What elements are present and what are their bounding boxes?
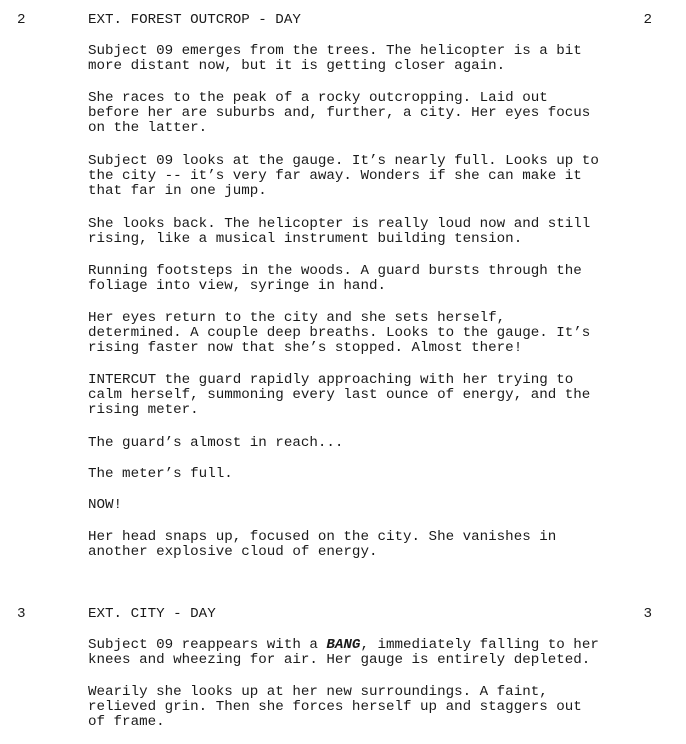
action-paragraph: The meter’s full. [88, 466, 233, 482]
action-paragraph: Subject 09 looks at the gauge. It’s nearly full. Looks up to the city -- it’s very far away. Wonders if she can make it that far in one jump. [88, 153, 599, 199]
scene-number-left: 2 [17, 12, 26, 28]
scene-number-right: 2 [643, 12, 652, 28]
action-text: Subject 09 reappears with a [88, 637, 327, 653]
scene-number-right: 3 [643, 606, 652, 622]
action-paragraph: Her head snaps up, focused on the city. She vanishes in another explosive cloud of energy. [88, 529, 557, 560]
action-paragraph: Her eyes return to the city and she sets herself, determined. A couple deep breaths. Looks to the gauge. It’s rising faster now that she’s stopped. Almost there! [88, 310, 591, 356]
scene-heading: EXT. FOREST OUTCROP - DAY [88, 12, 301, 28]
action-paragraph: INTERCUT the guard rapidly approaching with her trying to calm herself, summoning every last ounce of energy, and the rising meter. [88, 372, 591, 418]
action-text: , immediately falling to her knees and wheezing for air. Her gauge is entirely depleted. [88, 637, 599, 668]
scene-number-left: 3 [17, 606, 26, 622]
action-paragraph: She races to the peak of a rocky outcropping. Laid out before her are suburbs and, further, a city. Her eyes focus on the latter. [88, 90, 591, 136]
action-paragraph: The guard’s almost in reach... [88, 435, 344, 451]
action-paragraph: Subject 09 emerges from the trees. The helicopter is a bit more distant now, but it is getting closer again. [88, 43, 582, 74]
action-paragraph: NOW! [88, 497, 123, 513]
action-paragraph: Wearily she looks up at her new surroundings. A faint, relieved grin. Then she forces herself up and staggers out of frame. [88, 684, 582, 730]
sound-effect-emphasis: BANG [326, 637, 361, 653]
action-paragraph [88, 638, 663, 668]
action-paragraph: Running footsteps in the woods. A guard bursts through the foliage into view, syringe in hand. [88, 263, 582, 294]
action-paragraph: She looks back. The helicopter is really loud now and still rising, like a musical instrument building tension. [88, 216, 591, 247]
scene-heading: EXT. CITY - DAY [88, 606, 216, 622]
